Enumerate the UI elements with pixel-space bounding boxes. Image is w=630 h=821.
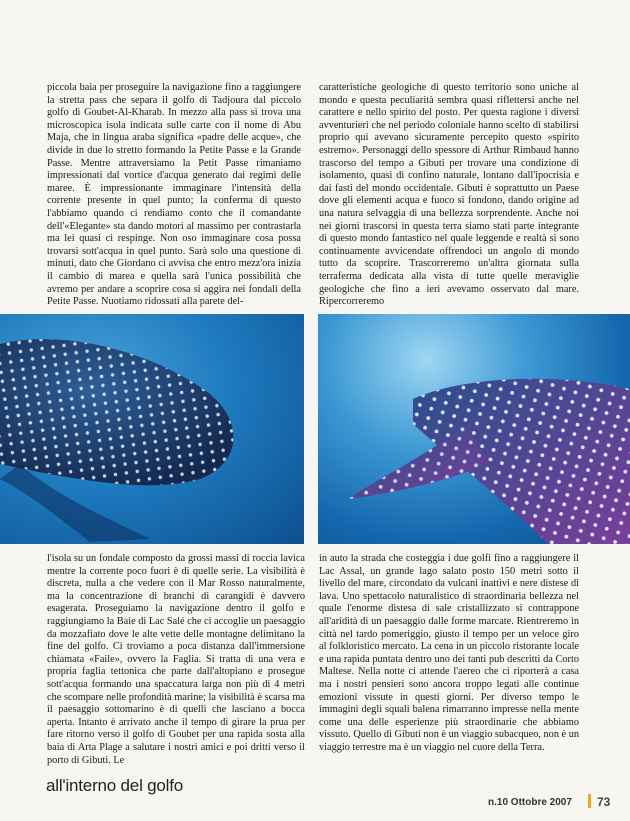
column-bottom-right	[319, 553, 579, 773]
whale-shark-photo-left	[0, 314, 304, 544]
column-bottom-left	[47, 553, 305, 773]
paragraph-bottom-left: l'isola su un fondale composto da grossi massi di roccia lavica mentre la corrente poco fuori è di quelle serie. La visibilità è discreta, nulla a che vedere con il Mar Rosso naturalmente, ma la concentrazione di branchi di carangidi è davvero esagerata. Proseguiamo la navigazione dentro il golfo e raggiungiamo la Baie di Lac Salé che ci accoglie un paesaggio da mozzafiato dove le alte vette delle montagne delimitano la fine del golfo. Ci troviamo a poca distanza dall'immersione chiamata «Faile», ovvero la Faglia. Si tratta di una vera e propria faglia tettonica che parte dall'altopiano e prosegue sott'acqua formando una spaccatura larga non più di 4 metri che scompare nelle profondità marine; la visibilità è scarsa ma il paesaggio sottomarino è di quelli che lasciano a bocca aperta. Intanto è arrivato anche il tempo di girare la prua per fare ritorno verso il golfo di Goubet per una rapida sosta alla baia di Arta Plage a salutare i nostri amici e poi dritti verso il porto di Gibuti. Le	[47, 553, 305, 766]
paragraph-top-right: caratteristiche geologiche di questo territorio sono uniche al mondo e questa peculiarità sembra quasi riflettersi anche nel carattere e nello spirito del posto. Per questa ragione i diversi avventurieri che nel periodo coloniale hanno scelto di stabilirsi proprio qui avevano sicuramente percepito questo «spirito estremo». Personaggi dello spessore di Arthur Rimbaud hanno trascorso del tempo a Gibuti per trovare una condizione di isolamento, quasi di confino naturale, lontano dall'ipocrisia e dai fasti del mondo occidentale. Gibuti è soprattutto un Paese dove gli elementi acqua e fuoco si fondono, dando origine ad una natura selvaggia di una bellezza sorprendente. Anche noi nei giorni trascorsi in questa terra siamo stati parte integrante di questo mondo fantastico nel quale leggende e realtà si sono continuamente avvicendate offrendoci un angolo di mondo tutto da scoprire. Trascorreremo un'altra giornata sulla terraferma dedicata alla vista di tutte quelle meraviglie geologiche che fino a ieri avevamo osservato dal mare. Ripercorreremo	[319, 82, 579, 308]
column-top-left	[47, 82, 301, 310]
whale-shark-photo-right	[318, 314, 630, 544]
paragraph-bottom-right: in auto la strada che costeggia i due golfi fino a raggiungere il Lac Assal, un grande lago salato posto 150 metri sotto il livello del mare, circondato da vulcani inattivi e nere distese di lava. Uno spettacolo naturalistico di straordinaria bellezza nel quale l'enorme distesa di sale cristallizzato si contrappone all'aridità di un paesaggio dalle forme marcate. Rientreremo in città nel tardo pomeriggio, giusto il tempo per un veloce giro al folkloristico mercato. La cena in un piccolo ristorante locale e una rapida puntata dentro uno dei tanti pub descritti da Corto Maltese. Nella notte ci attende l'aereo che ci riporterà a casa ma i nostri pensieri sono ancora troppo legati alle continue emozioni vissute in questi giorni. Per diverso tempo le immagini degli squali balena rimarranno impresse nella mente come una delle esperienze più straordinarie che abbiamo vissuto. Quello di Gibuti non è un viaggio subacqueo, non è un viaggio terrestre ma è un viaggio nel cuore della Terra.	[319, 553, 579, 753]
paragraph-top-left: piccola baia per proseguire la navigazione fino a raggiungere la stretta pass che separa il golfo di Tadjoura dal piccolo golfo di Goubet-Al-Kharab. In mezzo alla pass si trova una microscopica isola indicata sulle carte con il nome di Abu Maja, che in lingua araba significa «padre delle acque», che divide in due lo stretto formando la Petite Passe e la Grande Passe. Mentre attraversiamo la Petit Passe rimaniamo impressionati dal vortice d'acqua generato dai regimi delle maree. È impressionante immaginare l'intensità della corrente presente in quel punto; la conferma di questo l'abbiamo quando ci rendiamo conto che il comandante dell'«Elegante» sta dando motori al massimo per contrastarla ma lei quasi ci respinge. Non oso immaginare cosa possa trovarsi sott'acqua in quel punto. Sarà solo una questione di minuti, dato che Giordano ci avvisa che entro mezz'ora inizia il cambio di marea e quella sarà l'unica possibilità che avremo per andare a scoprire cosa si aggira nei fondali della Petite Passe. Nuotiamo ridossati alla parete del-	[47, 82, 301, 308]
folio-divider	[588, 794, 591, 808]
column-top-right	[319, 82, 579, 310]
section-title: all'interno del golfo	[46, 776, 184, 795]
issue-date: n.10 Ottobre 2007	[488, 797, 572, 808]
page-number: 73	[597, 795, 611, 809]
